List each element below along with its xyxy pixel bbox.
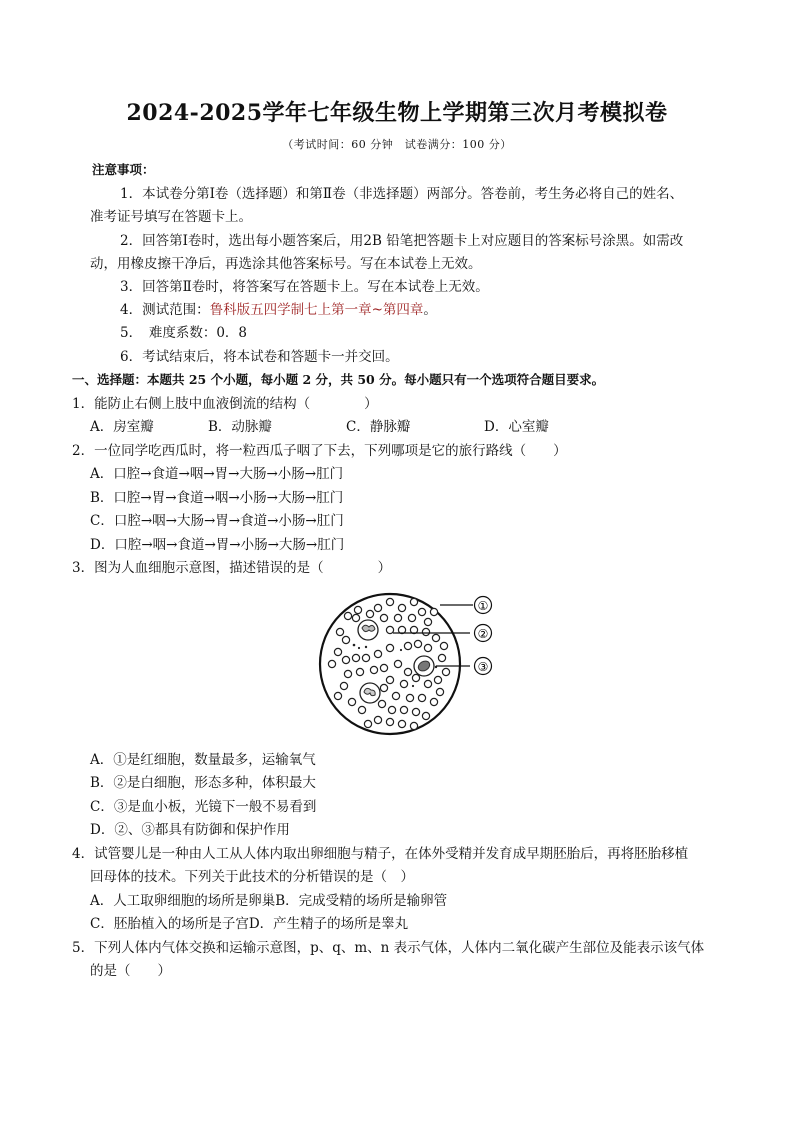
red-blood-cell	[422, 628, 429, 635]
section-1-heading: 一、选择题：本题共 25 个小题，每小题 2 分，共 50 分。每小题只有一个选项符合题目要求。	[72, 372, 605, 387]
label-2: ②	[477, 627, 489, 641]
red-blood-cell	[386, 676, 393, 683]
red-blood-cell	[342, 636, 349, 643]
note-2b: 动，用橡皮擦干净后，再选涂其他答案标号。写在本试卷上无效。	[90, 256, 482, 272]
exam-info: （考试时间：60 分钟 试卷满分：100 分）	[282, 138, 512, 151]
white-blood-cell	[358, 620, 378, 640]
red-blood-cell	[386, 598, 393, 605]
red-blood-cell	[386, 644, 393, 651]
notes-heading: 注意事项：	[92, 162, 155, 177]
red-blood-cell	[354, 606, 361, 613]
red-blood-cell	[404, 668, 411, 675]
red-blood-cell	[352, 614, 359, 621]
red-blood-cell	[430, 608, 437, 615]
note-6: 6．考试结束后，将本试卷和答题卡一并交回。	[120, 349, 399, 365]
q2-option-a: A．口腔→食道→咽→胃→大肠→小肠→肛门	[90, 466, 344, 482]
red-blood-cell	[388, 706, 395, 713]
q1-option-b: B．动脉瓣	[208, 419, 272, 435]
q4-stem-a: 4．试管婴儿是一种由人工从人体内取出卵细胞与精子，在体外受精并发育成早期胚胎后，再将胚胎移植	[72, 846, 689, 862]
q5-stem-a: 5．下列人体内气体交换和运输示意图，p、q、m、n 表示气体，人体内二氧化碳产生部位及能表示该气体	[72, 940, 705, 956]
red-blood-cell	[378, 700, 385, 707]
q1-option-c: C．静脉瓣	[346, 419, 411, 435]
red-blood-cell	[408, 614, 415, 621]
label-1: ①	[477, 599, 489, 613]
q2-stem: 2．一位同学吃西瓜时，将一粒西瓜子咽了下去，下列哪项是它的旅行路线（ ）	[72, 443, 567, 459]
red-blood-cell	[342, 656, 349, 663]
red-blood-cell	[392, 692, 399, 699]
red-blood-cell	[334, 648, 341, 655]
red-blood-cell	[370, 666, 377, 673]
q2-option-c: C．口腔→咽→大肠→胃→食道→小肠→肛门	[90, 513, 344, 529]
q3-option-b: B．②是白细胞，形态多种，体积最大	[90, 775, 316, 791]
red-blood-cell	[432, 634, 439, 641]
q3-option-c: C．③是血小板，光镜下一般不易看到	[90, 799, 317, 815]
red-blood-cell	[374, 716, 381, 723]
red-blood-cell	[336, 628, 343, 635]
red-blood-cell	[422, 712, 429, 719]
red-blood-cell	[438, 654, 445, 661]
note-3: 3．回答第Ⅱ卷时，将答案写在答题卡上。写在本试卷上无效。	[120, 279, 489, 295]
note-5: 5． 难度系数：0．8	[120, 325, 248, 341]
white-blood-cell	[360, 683, 380, 703]
q5-stem-b: 的是（ ）	[90, 963, 171, 979]
red-blood-cell	[424, 680, 431, 687]
q1-option-a: A．房室瓣	[90, 419, 154, 435]
red-blood-cell	[398, 604, 405, 611]
note-4	[120, 300, 437, 320]
red-blood-cell	[406, 694, 413, 701]
note-4-suffix: 。	[423, 302, 437, 318]
red-blood-cell	[348, 698, 355, 705]
red-blood-cell	[386, 626, 393, 633]
red-blood-cell	[374, 650, 381, 657]
q3-option-a: A．①是红细胞，数量最多，运输氧气	[90, 752, 316, 768]
red-blood-cell	[374, 604, 381, 611]
label-3: ③	[477, 660, 489, 674]
q2-option-d: D．口腔→咽→食道→胃→小肠→大肠→肛门	[90, 537, 345, 553]
red-blood-cell	[340, 682, 347, 689]
red-blood-cell	[334, 692, 341, 699]
note-1b: 准考证号填写在答题卡上。	[90, 209, 252, 225]
red-blood-cell	[404, 642, 411, 649]
red-blood-cell	[400, 706, 407, 713]
red-blood-cell	[386, 718, 393, 725]
red-blood-cell	[380, 614, 387, 621]
q2-option-b: B．口腔→胃→食道→咽→小肠→大肠→肛门	[90, 490, 344, 506]
q4-options-ab: A．人工取卵细胞的场所是卵巢B．完成受精的场所是输卵管	[90, 893, 448, 909]
red-blood-cell	[412, 674, 419, 681]
red-blood-cell	[442, 668, 449, 675]
q3-option-d: D．②、③都具有防御和保护作用	[90, 822, 290, 838]
blood-cell-diagram	[318, 588, 500, 744]
red-blood-cell	[434, 676, 441, 683]
red-blood-cell	[362, 654, 369, 661]
red-blood-cell	[380, 664, 387, 671]
note-4-prefix: 4．测试范围：	[120, 302, 210, 318]
red-blood-cell	[344, 670, 351, 677]
q4-stem-b: 回母体的技术。下列关于此技术的分析错误的是（ ）	[90, 869, 414, 885]
red-blood-cell	[352, 654, 359, 661]
red-blood-cell	[424, 644, 431, 651]
red-blood-cell	[410, 598, 417, 605]
q4-options-cd: C．胚胎植入的场所是子宫D．产生精子的场所是睾丸	[90, 916, 409, 932]
note-1a: 1．本试卷分第Ⅰ卷（选择题）和第Ⅱ卷（非选择题）两部分。答卷前，考生务必将自己的姓名、	[120, 186, 684, 202]
red-blood-cell	[398, 720, 405, 727]
red-blood-cell	[380, 684, 387, 691]
test-range: 鲁科版五四学制七上第一章~第四章	[209, 302, 424, 318]
q1-option-d: D．心室瓣	[484, 419, 549, 435]
red-blood-cell	[400, 680, 407, 687]
red-blood-cell	[366, 610, 373, 617]
note-2a: 2．回答第Ⅰ卷时，选出每小题答案后，用2B 铅笔把答题卡上对应题目的答案标号涂黑。如需改	[120, 233, 684, 249]
red-blood-cell	[410, 722, 417, 729]
red-blood-cell	[418, 694, 425, 701]
red-blood-cell	[418, 608, 425, 615]
red-blood-cell	[344, 612, 351, 619]
page-title: 2024-2025学年七年级生物上学期第三次月考模拟卷	[126, 100, 668, 126]
red-blood-cell	[356, 668, 363, 675]
red-blood-cell	[424, 618, 431, 625]
white-blood-cell	[414, 656, 434, 676]
red-blood-cell	[394, 614, 401, 621]
red-blood-cell	[358, 706, 365, 713]
red-blood-cell	[412, 708, 419, 715]
q1-stem: 1．能防止右侧上肢中血液倒流的结构（ ）	[72, 396, 378, 412]
red-blood-cell	[414, 640, 421, 647]
red-blood-cell	[394, 660, 401, 667]
red-blood-cell	[436, 688, 443, 695]
red-blood-cell	[440, 642, 447, 649]
red-blood-cell	[364, 720, 371, 727]
q3-stem: 3．图为人血细胞示意图，描述错误的是（ ）	[72, 560, 392, 576]
red-blood-cell	[430, 698, 437, 705]
red-blood-cell	[328, 660, 335, 667]
